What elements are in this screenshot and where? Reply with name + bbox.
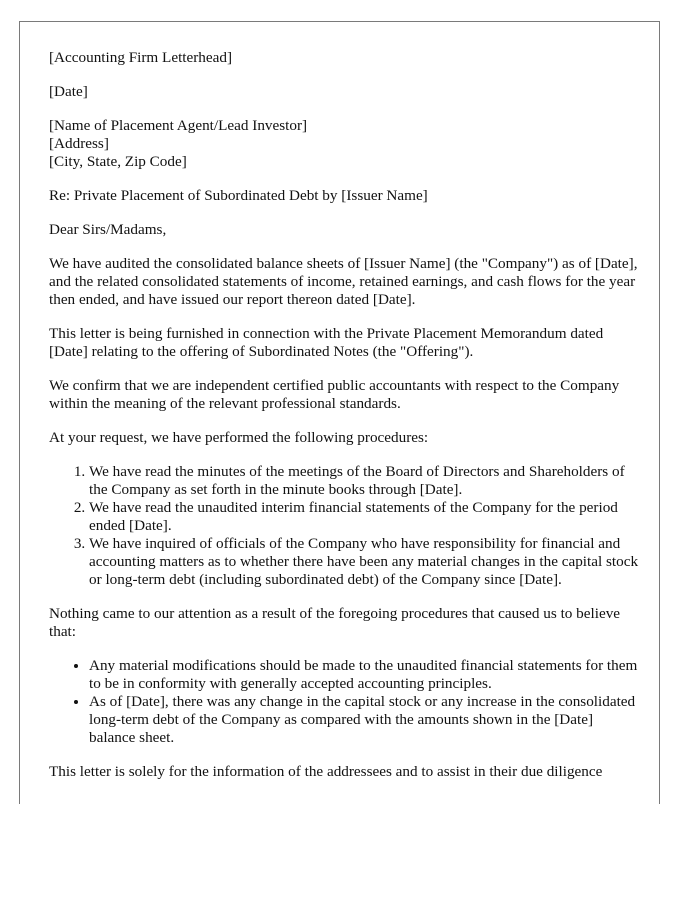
subject-line: Re: Private Placement of Subordinated Debt by [Issuer Name]: [49, 187, 428, 204]
findings-list: [49, 657, 639, 747]
paragraph-procedures-intro: At your request, we have performed the following procedures:: [49, 429, 429, 446]
recipient-address: [Address]: [49, 135, 109, 152]
salutation: Dear Sirs/Madams,: [49, 221, 167, 238]
list-item: 2. We have read the unaudited interim financial statements of the Company for the period ended [Date].: [89, 499, 639, 535]
list-item: • As of [Date], there was any change in the capital stock or any increase in the consolidated long-term debt of the Company as compared with the amounts shown in the [Date] balance sheet.: [89, 693, 639, 747]
recipient-name: [Name of Placement Agent/Lead Investor]: [49, 117, 308, 134]
list-item: 3. We have inquired of officials of the Company who have responsibility for financial and accounting matters as to whether there have been any material changes in the capital stock or long-term debt (including subordinated debt) of the Company since [Date].: [89, 535, 639, 589]
paragraph-findings-intro: Nothing came to our attention as a result of the foregoing procedures that caused us to believe that:: [49, 605, 621, 640]
paragraph-audit: We have audited the consolidated balance sheets of [Issuer Name] (the "Company") as of [Date], and the related consolidated statements of income, retained earnings, and cash flows for the year then ended, and have issued our report thereon dated [Date].: [49, 255, 638, 308]
letter-date: [Date]: [49, 83, 88, 100]
letterhead: [Accounting Firm Letterhead]: [49, 49, 233, 66]
paragraph-purpose: This letter is being furnished in connection with the Private Placement Memorandum dated [Date] relating to the offering of Subordinated Notes (the "Offering").: [49, 325, 604, 360]
letter-page: [19, 21, 660, 804]
list-item: • Any material modifications should be made to the unaudited financial statements for them to be in conformity with generally accepted accounting principles.: [89, 657, 639, 693]
recipient-address-block: [49, 117, 639, 171]
list-item: 1. We have read the minutes of the meetings of the Board of Directors and Shareholders of the Company as set forth in the minute books through [Date].: [89, 463, 639, 499]
letter-content: [49, 49, 639, 797]
paragraph-closing: This letter is solely for the information of the addressees and to assist in their due diligence: [49, 763, 603, 780]
procedures-list: [49, 463, 639, 589]
paragraph-independence: We confirm that we are independent certified public accountants with respect to the Company within the meaning of the relevant professional standards.: [49, 377, 620, 412]
recipient-city-state-zip: [City, State, Zip Code]: [49, 153, 187, 170]
